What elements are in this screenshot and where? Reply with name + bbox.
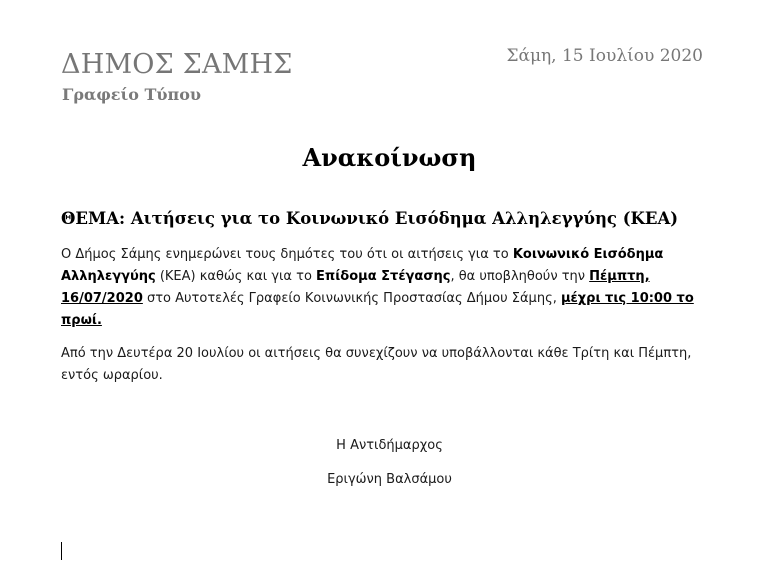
paragraph-1-text-1: Ο Δήμος Σάμης ενημερώνει τους δημότες του ότι οι αιτήσεις για το (61, 247, 513, 262)
paragraph-1-underline-date: Πέμπτη, 16/07/2020 (61, 269, 650, 306)
paragraph-2: Από την Δευτέρα 20 Ιουλίου οι αιτήσεις θα συνεχίζουν να υποβάλλονται κάθε Τρίτη και Πέμπτη, εντός ωραρίου. (61, 346, 692, 383)
paragraph-1-bold-kea: Κοινωνικό Εισόδημα Αλληλεγγύης (61, 247, 664, 284)
organization-name: ΔΗΜΟΣ ΣΑΜΗΣ (61, 49, 293, 80)
paragraph-1 (61, 244, 711, 332)
department-name: Γραφείο Τύπου (62, 85, 201, 104)
paragraph-1-bold-housing: Επίδομα Στέγασης (316, 269, 451, 284)
signature-role: Η Αντιδήμαρχος (336, 438, 443, 453)
paragraph-1-text-4: στο Αυτοτελές Γραφείο Κοινωνικής Προστασίας Δήμου Σάμης, (142, 291, 561, 306)
paragraph-1-underline-time: μέχρι τις 10:00 το πρωί. (61, 291, 694, 328)
text-cursor (61, 542, 62, 560)
paragraph-1-text-2: (ΚΕΑ) καθώς και για το (155, 269, 317, 284)
document-subject: ΘΕΜΑ: Αιτήσεις για το Κοινωνικό Εισόδημα Αλληλεγγύης (ΚΕΑ) (61, 209, 679, 228)
paragraph-1-text-3: , θα υποβληθούν την (450, 269, 590, 284)
signature-name: Εριγώνη Βαλσάμου (327, 472, 452, 487)
document-title: Ανακοίνωση (302, 143, 477, 172)
document-date: Σάμη, 15 Ιουλίου 2020 (506, 46, 703, 66)
